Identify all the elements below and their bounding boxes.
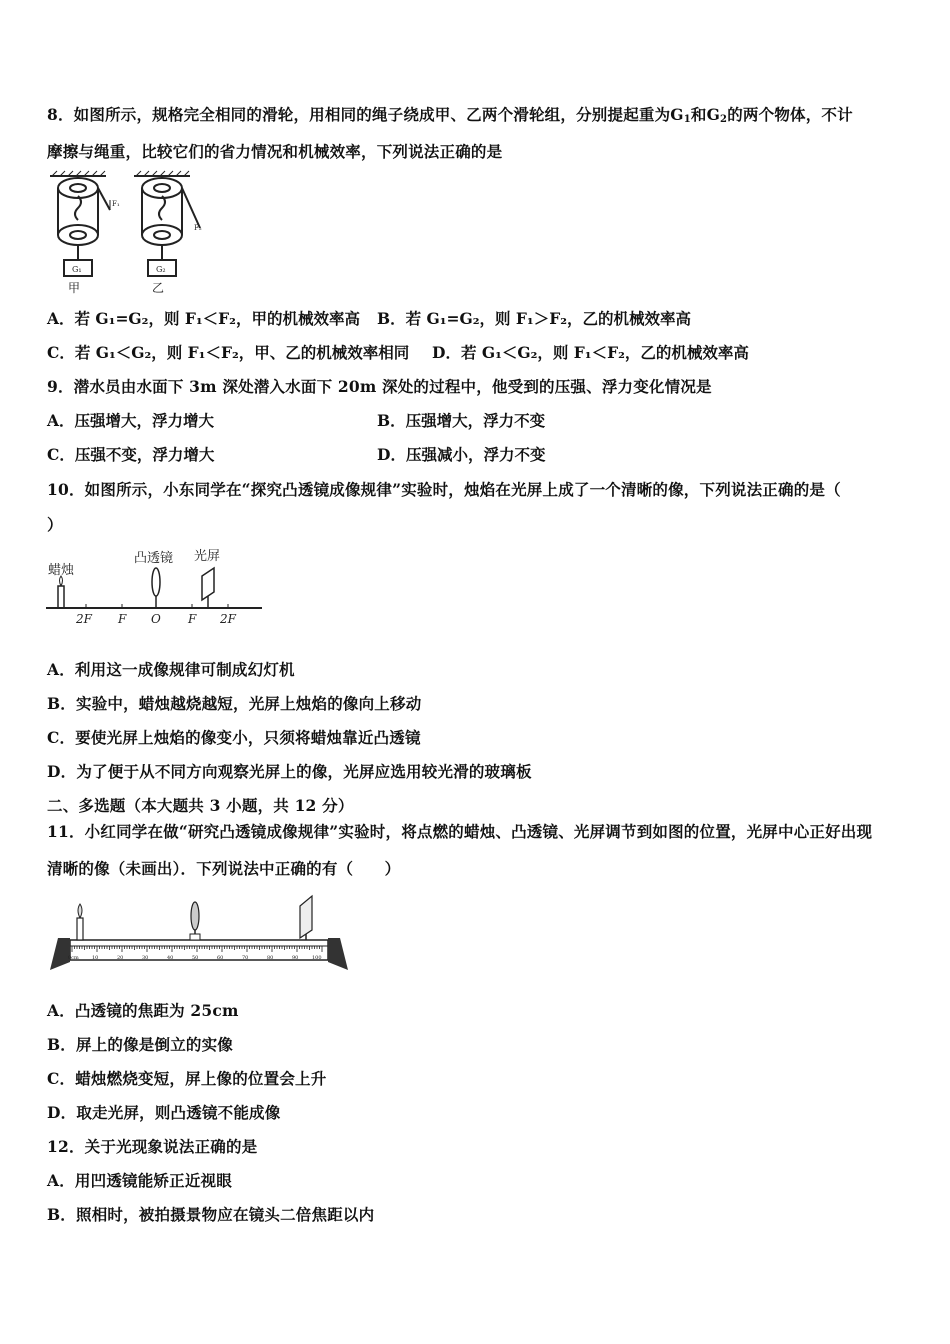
q11-stem-line2: 清晰的像（未画出）．下列说法中正确的有（ ） [47,859,401,878]
q10-option-a[interactable]: A．利用这一成像规律可制成幻灯机 [47,660,295,679]
ruler-label: 80 [267,955,274,961]
q12-option-b[interactable]: B．照相时，被拍摄景物应在镜头二倍焦距以内 [47,1205,375,1224]
label-candle: 蜡烛 [48,563,75,578]
label-g1: G₁ [72,265,82,274]
q9-stem: 9．潜水员由水面下 3m 深处潜入水面下 20m 深处的过程中，他受到的压强、浮力变化情况是 [47,377,712,396]
section-title-multi-choice: 二、多选题（本大题共 3 小题，共 12 分） [47,796,354,815]
q9-option-b[interactable]: B．压强增大，浮力不变 [377,411,546,430]
label-f1: F₁ [112,200,120,208]
q9-option-d[interactable]: D．压强减小，浮力不变 [377,445,546,464]
label-f2: F₂ [194,224,202,232]
q9-option-c[interactable]: C．压强不变，浮力增大 [47,445,215,464]
ruler-label: 30 [142,955,149,961]
ruler-label: 10 [92,955,99,961]
ruler-label: 50 [192,955,199,961]
q8-stem-line1: 8．如图所示，规格完全相同的滑轮，用相同的绳子绕成甲、乙两个滑轮组，分别提起重为$G_1$和$G_2$的两个物体，不计 [47,105,853,125]
q10-stem-line2: ） [47,515,63,534]
q12-stem: 12．关于光现象说法正确的是 [47,1137,258,1156]
q11-option-b[interactable]: B．屏上的像是倒立的实像 [47,1035,234,1054]
label-screen: 光屏 [194,549,221,564]
q10-option-c[interactable]: C．要使光屏上烛焰的像变小，只须将蜡烛靠近凸透镜 [47,728,421,747]
label-g2: G₂ [156,265,166,274]
ruler-label: 90 [292,955,299,961]
ruler-label: 40 [167,955,174,961]
tick-f-right: F [188,612,197,626]
label-lens: 凸透镜 [134,551,174,566]
q8-option-b[interactable]: B．若 G₁=G₂，则 F₁＞F₂，乙的机械效率高 [377,309,692,328]
label-yi: 乙 [152,281,165,295]
ruler-label: 100 [312,955,322,961]
ruler-label: 70 [242,955,249,961]
tick-2f-right: 2F [220,612,236,626]
optical-bench-figure [44,890,350,972]
q10-option-d[interactable]: D．为了便于从不同方向观察光屏上的像，光屏应选用较光滑的玻璃板 [47,762,532,781]
q11-option-d[interactable]: D．取走光屏，则凸透镜不能成像 [47,1103,281,1122]
q12-option-a[interactable]: A．用凹透镜能矫正近视眼 [47,1171,232,1190]
lens-bench-figure [44,546,264,628]
q11-option-c[interactable]: C．蜡烛燃烧变短，屏上像的位置会上升 [47,1069,327,1088]
q11-stem-line1: 11．小红同学在做“研究凸透镜成像规律”实验时，将点燃的蜡烛、凸透镜、光屏调节到如图的位置，光屏中心正好出现 [47,822,873,841]
pulley-figure [44,170,224,296]
q10-option-b[interactable]: B．实验中，蜡烛越烧越短，光屏上烛焰的像向上移动 [47,694,422,713]
q11-option-a[interactable]: A．凸透镜的焦距为 25cm [47,1001,239,1020]
tick-o: O [151,612,161,626]
q9-option-a[interactable]: A．压强增大，浮力增大 [47,411,215,430]
label-jia: 甲 [68,281,81,295]
q10-stem-line1: 10．如图所示，小东同学在“探究凸透镜成像规律”实验时，烛焰在光屏上成了一个清晰的像，下列说法正确的是（ [47,480,841,499]
q8-option-c[interactable]: C．若 G₁＜G₂，则 F₁＜F₂，甲、乙的机械效率相同 [47,343,410,362]
ruler-label: 20 [117,955,124,961]
ruler-label: 0cm [68,955,79,961]
q8-option-a[interactable]: A．若 G₁=G₂，则 F₁＜F₂，甲的机械效率高 [47,309,360,328]
q8-option-d[interactable]: D．若 G₁＜G₂，则 F₁＜F₂，乙的机械效率高 [432,343,749,362]
tick-f-left: F [118,612,127,626]
tick-2f-left: 2F [76,612,92,626]
ruler-label: 60 [217,955,224,961]
q8-stem-line2: 摩擦与绳重，比较它们的省力情况和机械效率，下列说法正确的是 [47,142,503,161]
